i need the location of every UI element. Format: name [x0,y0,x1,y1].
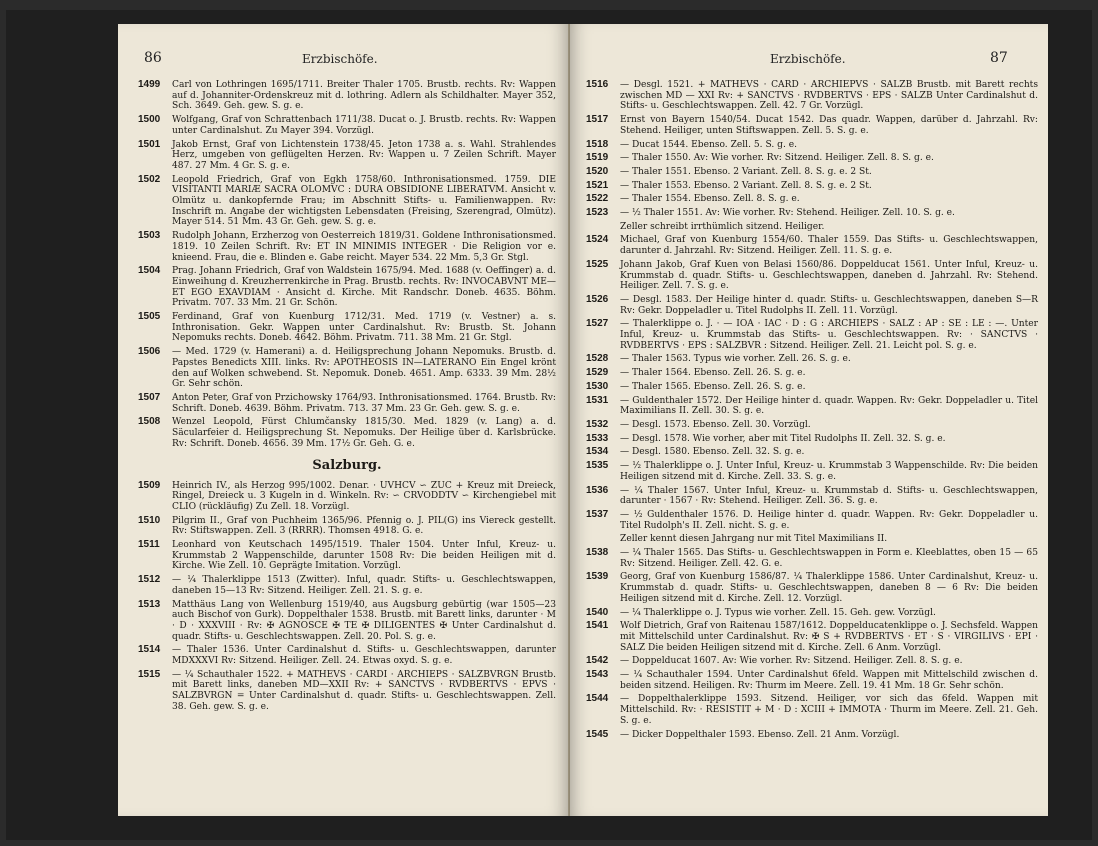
catalog-entry [586,115,1038,136]
entry-number: 1507 [138,391,161,403]
catalog-entry [586,260,1038,292]
catalog-entry [586,396,1038,417]
catalog-entry [138,516,556,537]
entry-text: — Thaler 1536. Unter Cardinalshut d. Stifts- u. Geschlechtswappen, darunter MDXXXVI Rv: Sitzend. Heiliger. Zell. 24. Etwas oxyd. S. g. e. [172,645,556,667]
catalog-entry [586,222,1038,233]
entry-number: 1532 [586,418,609,430]
entry-text: — Thaler 1550. Av: Wie vorher. Rv: Sitzend. Heiliger. Zell. 8. S. g. e. [620,153,934,164]
catalog-entry [138,80,556,112]
entry-text: — Thaler 1551. Ebenso. 2 Variant. Zell. 8. S. g. e. 2 St. [620,166,872,177]
entry-text: Jakob Ernst, Graf von Lichtenstein 1738/45. Jeton 1738 a. s. Wahl. Strahlendes Herz, umgeben von geflügelten Herzen. Rv: Wappen u. 7 Zeilen Schrift. Mayer 487. 27 Mm. 4 Gr. S. g. e. [172,139,556,171]
entry-text: Ferdinand, Graf von Kuenburg 1712/31. Med. 1719 (v. Vestner) a. s. Inthronisation. Gekr. Wappen unter Cardinalshut. Rv: Brustb. St. Johann Nepomuks rechts. Doneb. 4642. Böhm. Privatm. 711. 38 Mm. 21 Gr. Stgl. [172,312,556,344]
entry-text: Matthäus Lang von Wellenburg 1519/40, aus Augsburg gebürtig (war 1505—23 auch Bischof von Gurk). Doppelthaler 1538. Brustb. mit Barett links, darunter · M · D · XXXVIII · Rv: ✠ AGNOSCE ✠ TE ✠ DILIGENTES ✠ Unter Cardinalshut d. quadr. Stifts- u. Geschlechtswappen. Zell. 20. Pol. S. g. e. [172,599,556,642]
entry-number: 1522 [586,193,609,205]
catalog-entry [586,382,1038,393]
entry-text: — Thalerklippe o. J. · — IOA · IAC · D : G : ARCHIEPS · SALZ : AP : SE : LE : —. Unter Inful, Kreuz- u. Krummstab das Stifts- u. Geschlechtswappen. Rv: · SANCTVS · RVDBERTVS · EPS : SALZBVR : Sitzend. Heiliger. Zell. 21. Leicht pol. S. g. e. [620,319,1038,351]
entry-text: Anton Peter, Graf von Przichowsky 1764/93. Inthronisationsmed. 1764. Brustb. Rv: Schrift. Doneb. 4639. Böhm. Privatm. 713. 37 Mm. 23 Gr. Geh. gew. S. g. e. [172,392,556,414]
entry-text: — Thaler 1565. Ebenso. Zell. 26. S. g. e. [620,381,806,392]
catalog-entry [586,621,1038,653]
entry-number: 1537 [586,508,609,520]
entry-text: Rudolph Johann, Erzherzog von Oesterreich 1819/31. Goldene Inthronisationsmed. 1819. 10 Zeilen Schrift. Rv: ET IN MINIMIS INTEGER · Die Religion vor e. knieend. Frau, die e. Blinden e. Gabe reicht. Mayer 534. 22 Mm. 5,3 Gr. Stgl. [172,231,556,263]
entry-text: — Desgl. 1578. Wie vorher, aber mit Titel Rudolphs II. Zell. 32. S. g. e. [620,433,946,444]
entry-text: — Thaler 1554. Ebenso. Zell. 8. S. g. e. [620,194,800,205]
entry-text: — Doppelducat 1607. Av: Wie vorher. Rv: Sitzend. Heiliger. Zell. 8. S. g. e. [620,656,963,667]
catalog-entry [586,354,1038,365]
right-page-number: 87 [990,50,1008,66]
entry-number: 1518 [586,138,609,150]
entry-number: 1544 [586,693,609,705]
entry-text: — Doppelthalerklippe 1593. Sitzend. Heiliger, vor sich das 6feld. Wappen mit Mittelschild. Rv: · RESISTIT + M · D : XCIII + IMMOTA · Thurm im Meere. Zell. 21. Geh. S. g. e. [620,694,1038,726]
catalog-entry [586,548,1038,569]
catalog-entry [138,481,556,513]
right-page [570,24,1048,816]
catalog-entry [586,670,1038,691]
entry-number: 1501 [138,138,161,150]
entry-text: — ½ Thaler 1551. Av: Wie vorher. Rv: Stehend. Heiliger. Zell. 10. S. g. e. [620,208,955,219]
entry-number: 1519 [586,152,609,164]
entry-text: — ¼ Thaler 1567. Unter Inful, Kreuz- u. Krummstab d. Stifts- u. Geschlechtswappen, darunter · 1567 · Rv: Stehend. Heiliger. Zell. 36. S. g. e. [620,485,1038,507]
catalog-entry [586,486,1038,507]
entry-text: Heinrich IV., als Herzog 995/1002. Denar. · UVHCV ∽ ZUC + Kreuz mit Dreieck, Ringel, Dreieck u. 3 Kugeln in d. Winkeln. Rv: ∽ CRVODDTV ∽ Kirchengiebel mit CLIO (rückläufig) Zu Zell. 18. Vorzügl. [172,480,556,512]
entry-number: 1521 [586,179,609,191]
catalog-entry [586,319,1038,351]
catalog-entry [138,175,556,229]
entry-number: 1533 [586,432,609,444]
catalog-entry [586,295,1038,316]
entry-text: — ½ Thalerklippe o. J. Unter Inful, Kreuz- u. Krummstab 3 Wappenschilde. Rv: Die beiden Heiligen sitzend mit d. Kirche. Zell. 33. S. g. e. [620,461,1038,482]
left-entry-list [138,80,556,716]
entry-text: — Dicker Doppelthaler 1593. Ebenso. Zell. 21 Anm. Vorzügl. [620,729,900,740]
left-page [118,24,568,816]
catalog-entry [138,115,556,136]
catalog-entry [586,153,1038,164]
entry-text: Georg, Graf von Kuenburg 1586/87. ¼ Thalerklippe 1586. Unter Cardinalshut, Kreuz- u. Krummstab d. quadr. Stifts- u. Geschlechtswappen, daneben 8 — 6 Rv: Die beiden Heiligen sitzend mit d. Kirche. Zell. 12. Vorzügl. [620,572,1038,604]
entry-number: 1510 [138,514,161,526]
entry-text: — Thaler 1563. Typus wie vorher. Zell. 26. S. g. e. [620,354,851,365]
entry-number: 1511 [138,539,160,551]
entry-number [586,222,620,233]
entry-text: Leonhard von Keutschach 1495/1519. Thaler 1504. Unter Inful, Kreuz- u. Krummstab 2 Wappenschilde, darunter 1508 Rv: Die beiden Heiligen mit d. Kirche. Wie Zell. 10. Geprägte Imitation. Vorzügl. [172,540,556,572]
entry-number: 1524 [586,234,609,246]
entry-number: 1531 [586,394,609,406]
entry-number: 1540 [586,606,609,618]
catalog-entry [586,368,1038,379]
right-entry-list [586,80,1038,743]
entry-text: — Guldenthaler 1572. Der Heilige hinter d. quadr. Wappen. Rv: Gekr. Doppeladler u. Titel Maximilians II. Zell. 30. S. g. e. [620,395,1038,417]
entry-number: 1500 [138,114,161,126]
entry-text: Zeller schreibt irrthümlich sitzend. Heiliger. [620,221,825,232]
entry-number: 1502 [138,173,161,185]
catalog-entry [586,140,1038,151]
entry-number: 1515 [138,668,161,680]
section-heading: Salzburg. [312,457,382,473]
catalog-entry [586,208,1038,219]
entry-number: 1541 [586,620,609,632]
entry-number: 1506 [138,346,161,358]
entry-text: — ¼ Schauthaler 1594. Unter Cardinalshut 6feld. Wappen mit Mittelschild zwischen d. beiden sitzend. Heiligen. Rv: Thurm im Meere. Zell. 19. 41 Mm. 18 Gr. Sehr schön. [620,670,1038,691]
entry-number: 1516 [586,79,609,90]
entry-number: 1542 [586,655,609,667]
catalog-entry [138,600,556,643]
catalog-entry [138,540,556,572]
entry-text: — Desgl. 1583. Der Heilige hinter d. quadr. Stifts- u. Geschlechtswappen, daneben S—R Rv: Gekr. Doppeladler u. Titel Rudolphs II. Zell. 11. Vorzügl. [620,294,1038,316]
entry-number: 1528 [586,353,609,365]
catalog-entry [138,140,556,172]
entry-text: Johann Jakob, Graf Kuen von Belasi 1560/86. Doppelducat 1561. Unter Inful, Kreuz- u. Krummstab d. quadr. Stifts- u. Geschlechtswappen, daneben d. Jahrzahl. Rv: Stehend. Heiliger. Zell. 7. S. g. e. [620,259,1038,292]
entry-number: 1539 [586,571,609,583]
entry-number: 1523 [586,207,609,219]
entry-number: 1536 [586,484,609,496]
entry-number: 1529 [586,367,609,379]
entry-text: Pilgrim II., Graf von Puchheim 1365/96. Pfennig o. J. PIL(G) ins Viereck gestellt. Rv: Stiftswappen. Zell. 3 (RRRR). Thomsen 4918. G. e. [172,515,556,537]
entry-number: 1508 [138,416,161,428]
entry-text: — ¼ Thaler 1565. Das Stifts- u. Geschlechtswappen in Form e. Kleeblattes, oben 15 — 65 Rv: Sitzend. Heiliger. Zell. 42. G. e. [620,548,1038,569]
catalog-entry [586,572,1038,604]
entry-number: 1509 [138,479,161,491]
entry-text: — Desgl. 1580. Ebenso. Zell. 32. S. g. e. [620,447,805,458]
catalog-entry [138,231,556,263]
catalog-entry [138,417,556,449]
catalog-entry [586,694,1038,726]
entry-text: — Med. 1729 (v. Hamerani) a. d. Heiligsprechung Johann Nepomuks. Brustb. d. Papstes Benedicts XIII. links. Rv: APOTHEOSIS IN—LATERANO Ein Engel krönt den auf Wolken schwebend. St. Nepomuk. Doneb. 4651. Amp. 6333. 39 Mm. 28½ Gr. Sehr schön. [172,347,556,390]
entry-number: 1535 [586,460,609,472]
left-page-number: 86 [144,50,162,66]
catalog-entry [138,312,556,344]
entry-number: 1520 [586,165,609,177]
entry-number: 1512 [138,574,161,586]
entry-number: 1534 [586,446,609,458]
entry-text: Wenzel Leopold, Fürst Chlumčansky 1815/30. Med. 1829 (v. Lang) a. d. Säcularfeier d. Heiligsprechung St. Nepomuks. Der Heilige über d. Karlsbrücke. Rv: Schrift. Doneb. 4656. 39 Mm. 17½ Gr. Geh. G. e. [172,417,556,449]
catalog-entry [138,575,556,596]
catalog-entry [586,534,1038,545]
catalog-entry [586,447,1038,458]
entry-text: — Desgl. 1521. + MATHEVS · CARD · ARCHIEPVS · SALZB Brustb. mit Barett rechts zwischen MD — XXI Rv: + SANCTVS · RVDBERTVS · EPS · SALZB Unter Cardinalshut d. Stifts- u. Geschlechtswappen. Zell. 42. 7 Gr. Vorzügl. [620,80,1038,112]
entry-text: — Ducat 1544. Ebenso. Zell. 5. S. g. e. [620,139,798,150]
catalog-entry [586,181,1038,192]
entry-text: Michael, Graf von Kuenburg 1554/60. Thaler 1559. Das Stifts- u. Geschlechtswappen, darunter d. Jahrzahl. Rv: Sitzend. Heiliger. Zell. 11. S. g. e. [620,235,1038,257]
catalog-entry [138,266,556,309]
entry-number: 1530 [586,380,609,392]
entry-number: 1514 [138,644,161,656]
entry-number: 1545 [586,728,609,740]
catalog-entry [586,608,1038,619]
entry-text: — ¼ Thalerklippe o. J. Typus wie vorher. Zell. 15. Geh. gew. Vorzügl. [620,607,936,618]
entry-number: 1526 [586,293,609,305]
catalog-entry [586,420,1038,431]
entry-number: 1538 [586,547,609,559]
entry-text: Ernst von Bayern 1540/54. Ducat 1542. Das quadr. Wappen, darüber d. Jahrzahl. Rv: Stehend. Heiliger, unten Stiftswappen. Zell. 5. S. g. e. [620,115,1038,136]
entry-text: Wolf Dietrich, Graf von Raitenau 1587/1612. Doppelducatenklippe o. J. Sechsfeld. Wappen mit Mittelschild unter Cardinalshut. Rv: ✠ S + RVDBERTVS · ET · S · VIRGILIVS · EPI · SALZ Die beiden Heiligen sitzend mit d. Kirche. Zell. 6 Anm. Vorzügl. [620,621,1038,653]
entry-text: — Thaler 1564. Ebenso. Zell. 26. S. g. e. [620,368,806,379]
catalog-entry [586,235,1038,256]
entry-text: — Desgl. 1573. Ebenso. Zell. 30. Vorzügl. [620,419,811,430]
catalog-entry [586,167,1038,178]
entry-number: 1517 [586,114,609,126]
catalog-entry [586,730,1038,741]
entry-number: 1503 [138,230,161,242]
right-running-head: Erzbischöfe. [770,52,846,66]
catalog-entry [138,347,556,390]
entry-number: 1525 [586,258,609,270]
entry-number: 1513 [138,598,161,610]
catalog-entry [138,645,556,666]
entry-number: 1505 [138,311,161,323]
entry-text: — Thaler 1553. Ebenso. 2 Variant. Zell. 8. S. g. e. 2 St. [620,180,872,191]
entry-number: 1504 [138,265,161,277]
entry-number: 1499 [138,79,161,90]
entry-text: — ½ Guldenthaler 1576. D. Heilige hinter d. quadr. Wappen. Rv: Gekr. Doppeladler u. Titel Rudolph's II. Zell. nicht. S. g. e. [620,509,1038,531]
catalog-entry [586,434,1038,445]
catalog-entry [138,393,556,414]
entry-text: Wolfgang, Graf von Schrattenbach 1711/38. Ducat o. J. Brustb. rechts. Rv: Wappen unter Cardinalshut. Zu Mayer 394. Vorzügl. [172,115,556,136]
entry-text: Prag. Johann Friedrich, Graf von Waldstein 1675/94. Med. 1688 (v. Oeffinger) a. d. Einweihung d. Kreuzherrenkirche in Prag. Brustb. rechts. Rv: INVOCABVNT ME—ET EGO EXAVDIAM · Ansicht d. Kirche. Mit Randschr. Doneb. 4635. Böhm. Privatm. 707. 33 Mm. 21 Gr. Schön. [172,266,556,309]
catalog-entry [586,80,1038,112]
entry-text: — ¼ Schauthaler 1522. + MATHEVS · CARDI · ARCHIEPS · SALZBVRGN Brustb. mit Barett links, daneben MD—XXII Rv: + SANCTVS · RVDBERTVS · EPVS · SALZBVRGN = Unter Cardinalshut d. quadr. Stifts- u. Geschlechtswappen. Zell. 38. Geh. gew. S. g. e. [172,669,556,712]
catalog-entry [586,194,1038,205]
catalog-entry [138,670,556,713]
entry-text: Carl von Lothringen 1695/1711. Breiter Thaler 1705. Brustb. rechts. Rv: Wappen auf d. Johanniter-Ordenskreuz mit d. lothring. Adlern als Schildhalter. Mayer 352, Sch. 3649. Geh. gew. S. g. e. [172,80,556,112]
entry-number: 1543 [586,669,609,681]
catalog-entry [586,461,1038,482]
entry-number: 1527 [586,318,609,330]
entry-text: Zeller kennt diesen Jahrgang nur mit Titel Maximilians II. [620,534,888,545]
catalog-entry [586,510,1038,531]
entry-number [586,534,620,545]
left-running-head: Erzbischöfe. [302,52,378,66]
catalog-entry [586,656,1038,667]
entry-text: — ¼ Thalerklippe 1513 (Zwitter). Inful, quadr. Stifts- u. Geschlechtswappen, daneben 15—13 Rv: Sitzend. Heiliger. Zell. 21. S. g. e. [172,575,556,596]
entry-text: Leopold Friedrich, Graf von Egkh 1758/60. Inthronisationsmed. 1759. DIE VISITANTI MARIÆ SACRA OLOMVC : DURA OBSIDIONE LIBERATVM. Ansicht v. Olmütz u. dankopfernde Frau; im Abschnitt Stifts- u. Familienwappen. Rv: Inschrift m. Angabe der wichtigsten Lebensdaten (Freising, Szerengrad, Olmütz). Mayer 514. 51 Mm. 43 Gr. Geh. gew. S. g. e. [172,174,556,228]
